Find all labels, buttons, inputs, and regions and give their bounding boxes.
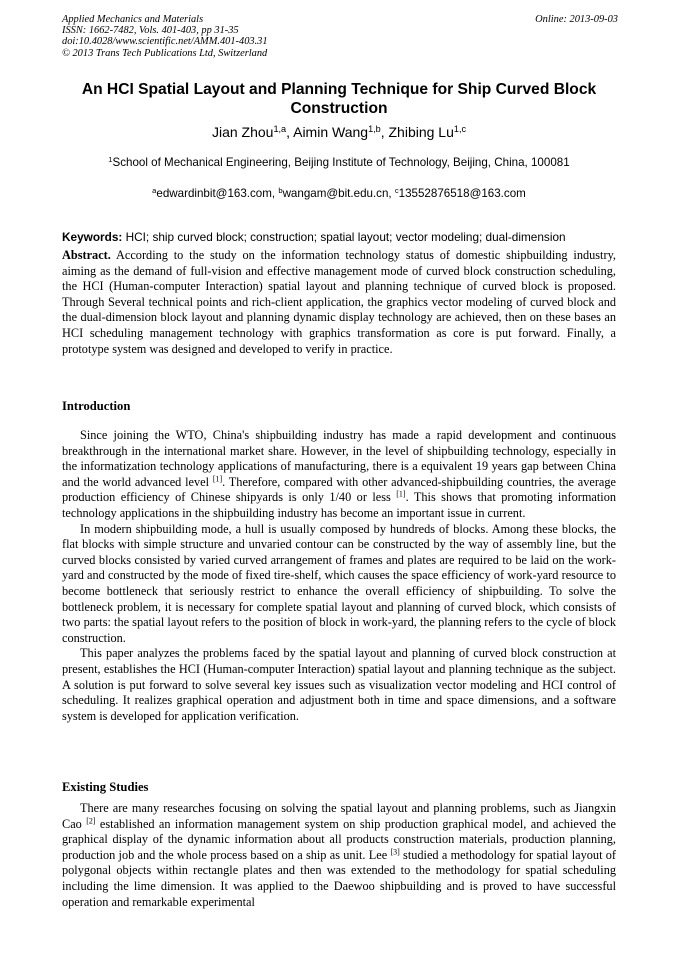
email: wangam@bit.edu.cn, [282,187,395,200]
online-date: Online: 2013-09-03 [535,14,618,25]
doi-line: doi:10.4028/www.scientific.net/AMM.401-403.31 [62,36,268,48]
copyright-line: © 2013 Trans Tech Publications Ltd, Switzerland [62,47,268,59]
affiliation: $^1$School of Mechanical Engineering, Beijing Institute of Technology, Beijing, China, 100081 [108,154,570,169]
paragraph-text: In modern shipbuilding mode, a hull is usually composed by hundreds of blocks. Among these blocks, the flat blocks with simple structure and unvaried contour can be constructed by the way of assembly line, but the curved blocks consisted by varied curved arrangement of frames and plates are required to be laid on the work-yard and constructed by the mode of fixed tire-shelf, which causes the space efficiency of work-yard resource to become bottleneck that seriously restrict to enhance the overall efficiency of shipbuilding. To solve the bottleneck problem, it is necessary for complete spatial layout and planning of curved block, which consists of two parts: the spatial layout refers to the position of block in work-yard, the planning refers to the cycle of block construction. [62,521,616,645]
paragraph-text: . This shows that promoting information technology applications in the shipbuilding industry has become an important issue in current. [62,490,616,520]
keywords-label: Keywords: [62,230,123,244]
citation-ref: [1] [212,474,223,484]
citation-ref: [1] [396,489,406,499]
issn-line: ISSN: 1662-7482, Vols. 401-403, pp 31-35 [62,25,239,37]
paragraph [62,801,616,910]
author-list [62,123,616,141]
section-heading-existing-studies: Existing Studies [62,780,149,794]
section-heading-introduction: Introduction [62,399,131,413]
journal-name: Applied Mechanics and Materials [62,14,204,25]
paragraph-text: Since joining the WTO, China's shipbuilding industry has made a rapid development and continuous breakthrough in the international market share. However, in the level of shipbuilding technology, especially in the informatization technology applications of manufacturing, there is a equivalent 19 years gap between China and the world advanced level [62,428,616,489]
abstract-text: According to the study on the information technology status of domestic shipbuilding industry, aiming as the demand of full-vision and effective management mode of curved block construction scheduling, the HCI (Human-computer Interaction) spatial layout and planning technique of curved block is proposed. Through Several technical points and rich-client application, the graphics vector modeling of curved block and the dual-dimension block layout and planning dynamic display technology are achieved, then on these bases an HCI scheduling management technology with graphics transformation as core is put forward. Finally, a prototype system was designed and developed to verify in practice. [62,248,616,356]
keywords [62,229,616,245]
paragraph-text: This paper analyzes the problems faced by the spatial layout and planning of curved block construction at present, establishes the HCI (Human-computer Interaction) spatial layout and planning technique as the subject. A solution is put forward to solve several key issues such as visualization vector modeling and HCI control of scheduling. It realizes graphical operation and adjustment both in time and space dimensions, and a software system is developed for application verification. [62,646,616,723]
author: Zhibing Lu$^{1,c}$ [388,124,467,140]
author: Jian Zhou$^{1,a}$, [211,124,294,140]
paragraph-text: established an information management system on ship production graphical model, and achieved the graphical display of the dynamic information about all products construction materials, production planning, production job and the whole process based on a ship as unit. Lee [62,816,616,862]
paragraph-text: studied a methodology for spatial layout of polygonal objects within rectangle plates and then was extended to the methodology for spatial scheduling including the lime dimension. It was applied to the Daewoo shipbuilding and is proved to have successful operation and remarkable experimental [62,847,617,909]
paragraph-text: . Therefore, compared with other advanced-shipbuilding countries, the average production efficiency of Chinese shipyards is only 1/40 or less [62,474,616,505]
citation-ref: [3] [390,847,400,857]
email: edwardinbit@163.com, [156,187,279,200]
abstract [62,248,616,357]
paragraph [62,646,616,724]
paper-title: An HCI Spatial Layout and Planning Technique for Ship Curved Block Construction [81,81,597,117]
email: 13552876518@163.com [398,187,526,200]
keywords-text: HCI; ship curved block; construction; spatial layout; vector modeling; dual-dimension [122,230,566,244]
paragraph [62,522,616,647]
paragraph [62,428,616,522]
introduction-body [62,428,616,724]
citation-ref: [2] [86,816,96,826]
author: Aimin Wang$^{1,b}$, [293,124,389,140]
existing-studies-body [62,801,616,910]
journal-header [62,14,618,59]
author-emails: $^a$edwardinbit@163.com, $^b$wangam@bit.edu.cn, $^c$13552876518@163.com [152,185,526,200]
paragraph-text: There are many researches focusing on solving the spatial layout and planning problems, such as Jiangxin Cao [62,801,616,831]
abstract-label: Abstract. [62,248,111,262]
